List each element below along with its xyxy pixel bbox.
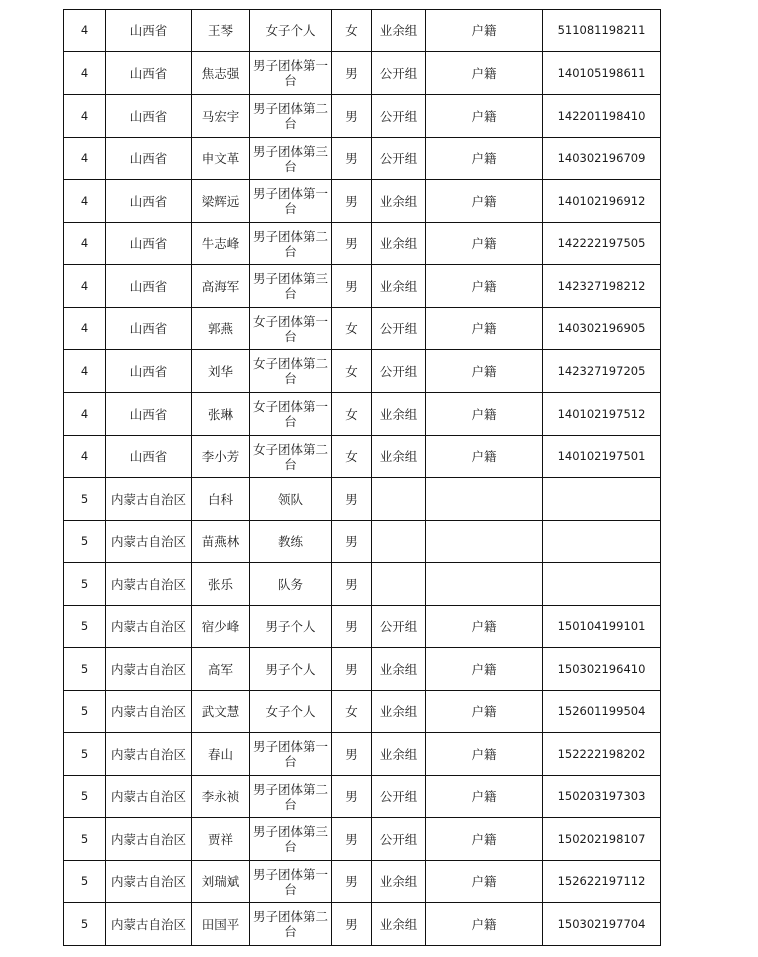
- cell-registration: 户籍: [426, 818, 543, 861]
- cell-name: 王琴: [192, 10, 250, 52]
- cell-gender: 男: [332, 861, 372, 903]
- cell-seq: 4: [64, 223, 106, 265]
- table-row: [64, 308, 661, 350]
- table-row: [64, 563, 661, 606]
- cell-name: 苗燕林: [192, 521, 250, 563]
- cell-province: 山西省: [106, 223, 192, 265]
- table-row: [64, 138, 661, 180]
- cell-id-number: 150302197704: [543, 903, 661, 946]
- table-row: [64, 521, 661, 563]
- table-row: [64, 818, 661, 861]
- cell-gender: 男: [332, 478, 372, 521]
- cell-event: 男子个人: [250, 648, 332, 691]
- cell-province: 内蒙古自治区: [106, 563, 192, 606]
- cell-registration: 户籍: [426, 265, 543, 308]
- cell-gender: 男: [332, 52, 372, 95]
- table-row: [64, 606, 661, 648]
- cell-seq: 5: [64, 478, 106, 521]
- cell-event: 女子团体第一台: [250, 308, 332, 350]
- cell-seq: 5: [64, 521, 106, 563]
- cell-province: 山西省: [106, 436, 192, 478]
- cell-registration: [426, 521, 543, 563]
- cell-event: 女子个人: [250, 691, 332, 733]
- cell-seq: 5: [64, 903, 106, 946]
- cell-province: 内蒙古自治区: [106, 478, 192, 521]
- cell-group: 公开组: [372, 95, 426, 138]
- cell-id-number: 150104199101: [543, 606, 661, 648]
- cell-group: 公开组: [372, 138, 426, 180]
- cell-province: 山西省: [106, 95, 192, 138]
- cell-id-number: [543, 521, 661, 563]
- cell-gender: 男: [332, 818, 372, 861]
- cell-event: 男子团体第二台: [250, 95, 332, 138]
- cell-province: 山西省: [106, 52, 192, 95]
- table-row: [64, 478, 661, 521]
- cell-group: 业余组: [372, 903, 426, 946]
- cell-gender: 男: [332, 563, 372, 606]
- cell-name: 张琳: [192, 393, 250, 436]
- cell-name: 焦志强: [192, 52, 250, 95]
- cell-event: 男子团体第一台: [250, 733, 332, 776]
- cell-name: 白科: [192, 478, 250, 521]
- cell-id-number: 152222198202: [543, 733, 661, 776]
- table-row: [64, 350, 661, 393]
- cell-group: [372, 563, 426, 606]
- cell-seq: 5: [64, 733, 106, 776]
- cell-province: 内蒙古自治区: [106, 648, 192, 691]
- cell-event: 女子个人: [250, 10, 332, 52]
- cell-event: 男子团体第三台: [250, 265, 332, 308]
- cell-seq: 5: [64, 648, 106, 691]
- cell-group: [372, 521, 426, 563]
- cell-id-number: [543, 563, 661, 606]
- cell-event: 队务: [250, 563, 332, 606]
- cell-province: 山西省: [106, 180, 192, 223]
- cell-gender: 男: [332, 95, 372, 138]
- cell-id-number: 142222197505: [543, 223, 661, 265]
- cell-group: 业余组: [372, 180, 426, 223]
- cell-event: 男子个人: [250, 606, 332, 648]
- cell-registration: [426, 563, 543, 606]
- cell-id-number: [543, 478, 661, 521]
- cell-province: 内蒙古自治区: [106, 903, 192, 946]
- cell-name: 刘华: [192, 350, 250, 393]
- cell-id-number: 140105198611: [543, 52, 661, 95]
- cell-group: 业余组: [372, 648, 426, 691]
- cell-id-number: 142327198212: [543, 265, 661, 308]
- cell-name: 马宏宇: [192, 95, 250, 138]
- cell-registration: 户籍: [426, 350, 543, 393]
- table-row: [64, 903, 661, 946]
- cell-seq: 4: [64, 393, 106, 436]
- cell-name: 春山: [192, 733, 250, 776]
- cell-gender: 男: [332, 733, 372, 776]
- cell-group: 公开组: [372, 818, 426, 861]
- cell-registration: 户籍: [426, 606, 543, 648]
- cell-seq: 4: [64, 436, 106, 478]
- table-row: [64, 393, 661, 436]
- cell-seq: 4: [64, 10, 106, 52]
- cell-registration: 户籍: [426, 52, 543, 95]
- cell-event: 女子团体第二台: [250, 436, 332, 478]
- cell-registration: 户籍: [426, 223, 543, 265]
- cell-registration: 户籍: [426, 180, 543, 223]
- cell-id-number: 140102196912: [543, 180, 661, 223]
- cell-event: 男子团体第二台: [250, 223, 332, 265]
- cell-province: 山西省: [106, 393, 192, 436]
- cell-group: 业余组: [372, 265, 426, 308]
- cell-seq: 4: [64, 138, 106, 180]
- cell-registration: 户籍: [426, 903, 543, 946]
- cell-registration: 户籍: [426, 10, 543, 52]
- cell-event: 领队: [250, 478, 332, 521]
- table-row: [64, 95, 661, 138]
- cell-seq: 4: [64, 95, 106, 138]
- cell-gender: 男: [332, 521, 372, 563]
- cell-name: 郭燕: [192, 308, 250, 350]
- cell-province: 内蒙古自治区: [106, 521, 192, 563]
- cell-group: 业余组: [372, 223, 426, 265]
- cell-group: 公开组: [372, 776, 426, 818]
- cell-seq: 5: [64, 861, 106, 903]
- cell-registration: 户籍: [426, 776, 543, 818]
- cell-registration: 户籍: [426, 138, 543, 180]
- cell-province: 山西省: [106, 308, 192, 350]
- cell-id-number: 150203197303: [543, 776, 661, 818]
- cell-group: 业余组: [372, 393, 426, 436]
- cell-province: 山西省: [106, 265, 192, 308]
- table-row: [64, 861, 661, 903]
- cell-event: 男子团体第一台: [250, 861, 332, 903]
- table-row: [64, 10, 661, 52]
- cell-registration: 户籍: [426, 691, 543, 733]
- cell-event: 男子团体第一台: [250, 52, 332, 95]
- cell-seq: 4: [64, 308, 106, 350]
- cell-registration: [426, 478, 543, 521]
- cell-province: 山西省: [106, 138, 192, 180]
- cell-id-number: 150302196410: [543, 648, 661, 691]
- cell-name: 申文革: [192, 138, 250, 180]
- cell-event: 女子团体第一台: [250, 393, 332, 436]
- cell-seq: 5: [64, 606, 106, 648]
- cell-gender: 男: [332, 265, 372, 308]
- cell-name: 武文慧: [192, 691, 250, 733]
- cell-registration: 户籍: [426, 733, 543, 776]
- table-row: [64, 691, 661, 733]
- cell-group: 公开组: [372, 308, 426, 350]
- cell-name: 田国平: [192, 903, 250, 946]
- cell-province: 内蒙古自治区: [106, 691, 192, 733]
- table-row: [64, 648, 661, 691]
- cell-id-number: 140102197512: [543, 393, 661, 436]
- cell-registration: 户籍: [426, 436, 543, 478]
- cell-event: 男子团体第三台: [250, 818, 332, 861]
- cell-event: 教练: [250, 521, 332, 563]
- cell-name: 宿少峰: [192, 606, 250, 648]
- cell-id-number: 140302196709: [543, 138, 661, 180]
- cell-id-number: 150202198107: [543, 818, 661, 861]
- cell-group: 业余组: [372, 861, 426, 903]
- cell-name: 高海军: [192, 265, 250, 308]
- cell-name: 贾祥: [192, 818, 250, 861]
- cell-event: 男子团体第二台: [250, 776, 332, 818]
- cell-name: 梁辉远: [192, 180, 250, 223]
- cell-id-number: 142327197205: [543, 350, 661, 393]
- cell-event: 男子团体第二台: [250, 903, 332, 946]
- cell-gender: 女: [332, 393, 372, 436]
- cell-seq: 4: [64, 180, 106, 223]
- cell-name: 张乐: [192, 563, 250, 606]
- cell-seq: 5: [64, 563, 106, 606]
- cell-gender: 男: [332, 903, 372, 946]
- roster-table: [63, 9, 661, 946]
- cell-group: [372, 478, 426, 521]
- cell-seq: 4: [64, 350, 106, 393]
- table-row: [64, 52, 661, 95]
- cell-name: 李永祯: [192, 776, 250, 818]
- cell-gender: 男: [332, 223, 372, 265]
- cell-gender: 女: [332, 10, 372, 52]
- cell-province: 内蒙古自治区: [106, 776, 192, 818]
- cell-seq: 5: [64, 691, 106, 733]
- cell-id-number: 140102197501: [543, 436, 661, 478]
- cell-gender: 男: [332, 138, 372, 180]
- cell-id-number: 142201198410: [543, 95, 661, 138]
- table-row: [64, 436, 661, 478]
- cell-seq: 5: [64, 776, 106, 818]
- cell-group: 业余组: [372, 10, 426, 52]
- cell-gender: 男: [332, 180, 372, 223]
- table-row: [64, 776, 661, 818]
- cell-group: 公开组: [372, 606, 426, 648]
- cell-registration: 户籍: [426, 861, 543, 903]
- cell-province: 内蒙古自治区: [106, 861, 192, 903]
- cell-province: 内蒙古自治区: [106, 606, 192, 648]
- cell-seq: 4: [64, 265, 106, 308]
- cell-group: 公开组: [372, 350, 426, 393]
- cell-name: 牛志峰: [192, 223, 250, 265]
- cell-province: 内蒙古自治区: [106, 818, 192, 861]
- cell-name: 李小芳: [192, 436, 250, 478]
- table-row: [64, 733, 661, 776]
- cell-gender: 男: [332, 648, 372, 691]
- cell-gender: 男: [332, 776, 372, 818]
- cell-group: 业余组: [372, 691, 426, 733]
- cell-gender: 女: [332, 436, 372, 478]
- cell-id-number: 511081198211: [543, 10, 661, 52]
- cell-gender: 女: [332, 350, 372, 393]
- cell-group: 公开组: [372, 52, 426, 95]
- cell-id-number: 152601199504: [543, 691, 661, 733]
- cell-id-number: 140302196905: [543, 308, 661, 350]
- cell-id-number: 152622197112: [543, 861, 661, 903]
- cell-group: 业余组: [372, 436, 426, 478]
- cell-registration: 户籍: [426, 393, 543, 436]
- cell-registration: 户籍: [426, 648, 543, 691]
- cell-name: 高军: [192, 648, 250, 691]
- cell-province: 山西省: [106, 10, 192, 52]
- table-row: [64, 180, 661, 223]
- roster-table-body: [64, 10, 661, 946]
- cell-event: 男子团体第一台: [250, 180, 332, 223]
- table-row: [64, 223, 661, 265]
- cell-gender: 女: [332, 691, 372, 733]
- cell-registration: 户籍: [426, 95, 543, 138]
- cell-group: 业余组: [372, 733, 426, 776]
- cell-event: 男子团体第三台: [250, 138, 332, 180]
- cell-province: 内蒙古自治区: [106, 733, 192, 776]
- cell-event: 女子团体第二台: [250, 350, 332, 393]
- table-row: [64, 265, 661, 308]
- cell-registration: 户籍: [426, 308, 543, 350]
- cell-seq: 4: [64, 52, 106, 95]
- cell-gender: 男: [332, 606, 372, 648]
- cell-gender: 女: [332, 308, 372, 350]
- cell-name: 刘瑞斌: [192, 861, 250, 903]
- cell-seq: 5: [64, 818, 106, 861]
- cell-province: 山西省: [106, 350, 192, 393]
